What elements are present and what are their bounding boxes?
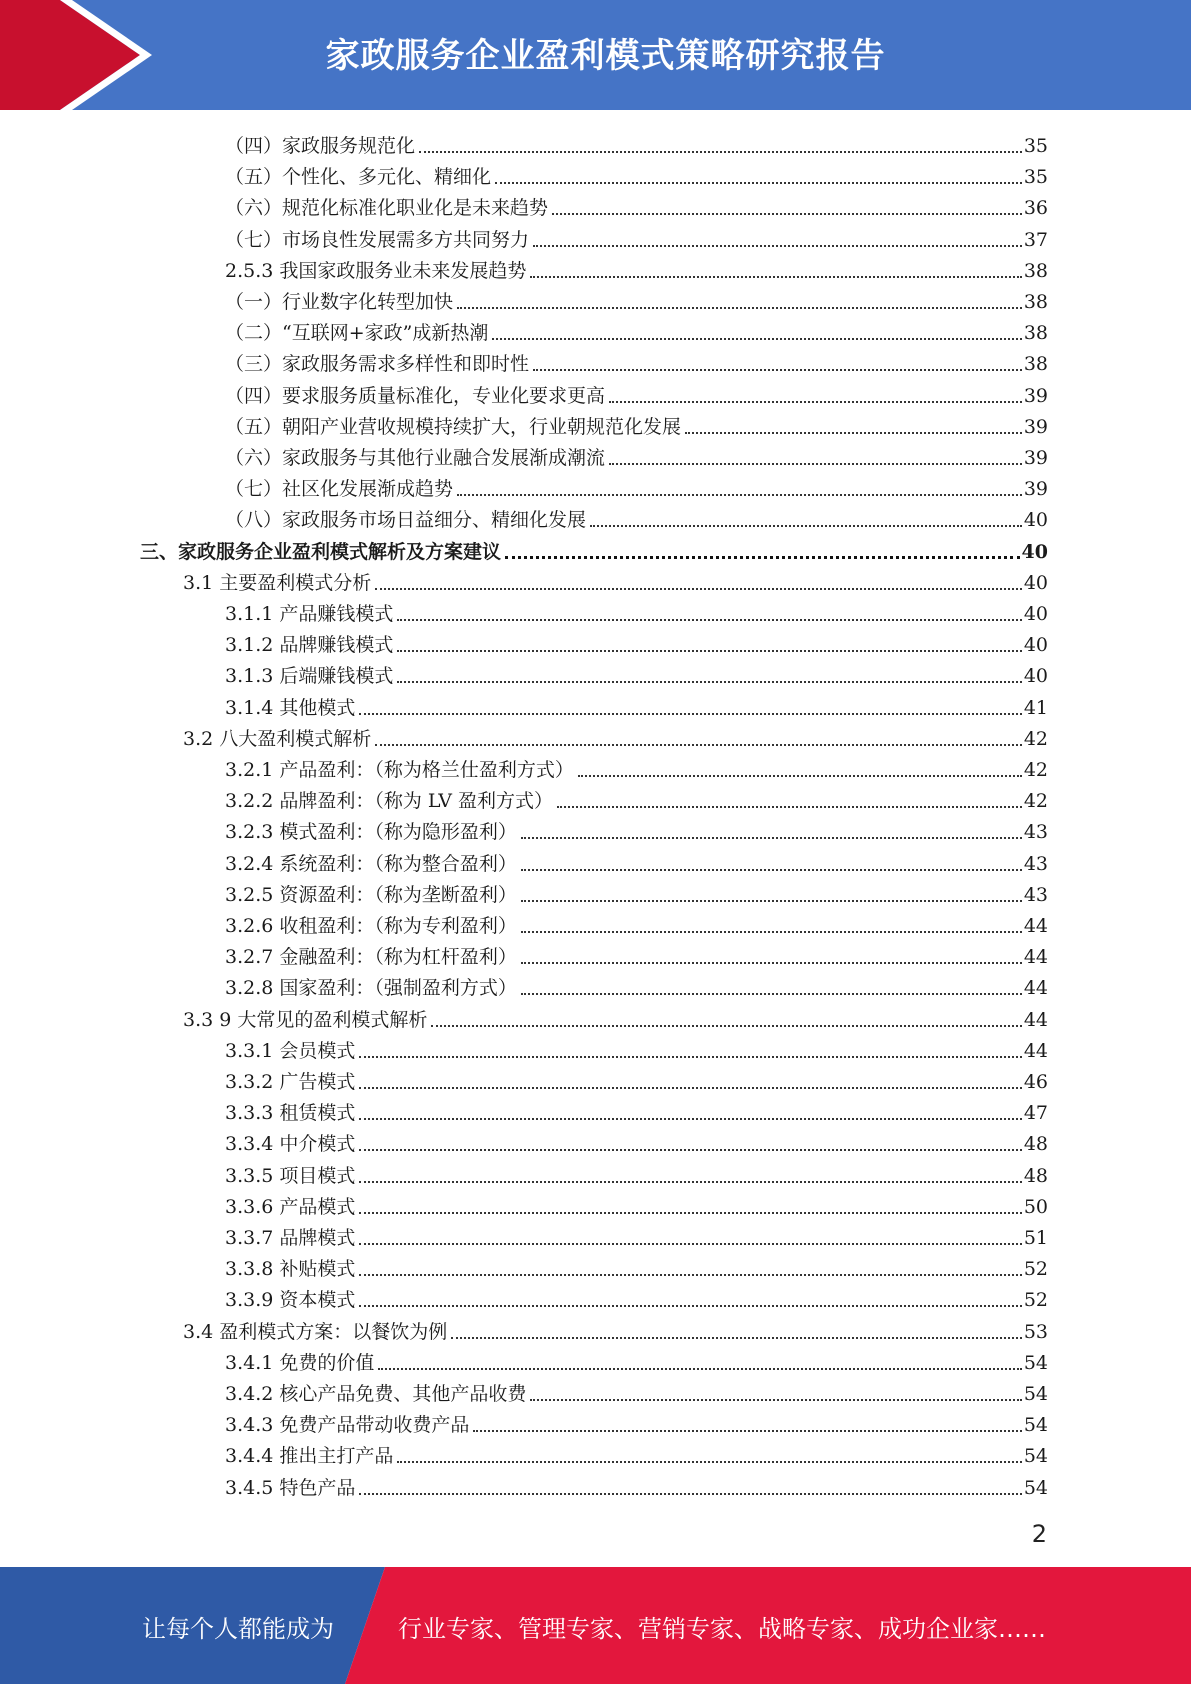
toc-entry-page: 54 xyxy=(1023,1414,1048,1437)
toc-entry-title: （七）市场良性发展需多方共同努力 xyxy=(225,228,530,251)
toc-dot-leader xyxy=(521,900,1022,902)
toc-entry[interactable] xyxy=(225,1094,1048,1125)
toc-entry-title: 3.2.8 国家盈利：（强制盈利方式） xyxy=(225,977,517,1000)
toc-entry-page: 38 xyxy=(1023,259,1048,282)
toc-entry-page: 44 xyxy=(1023,1008,1048,1031)
toc-entry[interactable] xyxy=(225,189,1048,220)
toc-dot-leader xyxy=(578,775,1022,777)
toc-entry-title: 3.4.4 推出主打产品 xyxy=(225,1445,394,1468)
toc-entry-title: 3.3.5 项目模式 xyxy=(225,1164,356,1187)
toc-entry-page: 35 xyxy=(1023,166,1048,189)
toc-dot-leader xyxy=(375,588,1022,590)
toc-entry-title: 3.3.6 产品模式 xyxy=(225,1195,356,1218)
toc-entry-page: 41 xyxy=(1023,696,1048,719)
toc-entry-title: 3.2 八大盈利模式解析 xyxy=(183,727,372,750)
toc-entry[interactable] xyxy=(225,1250,1048,1281)
toc-entry[interactable] xyxy=(183,564,1048,595)
toc-entry-title: 三、家政服务企业盈利模式解析及方案建议 xyxy=(140,540,502,563)
toc-entry-page: 43 xyxy=(1023,821,1048,844)
toc-entry[interactable] xyxy=(225,626,1048,657)
toc-dot-leader xyxy=(359,1056,1021,1058)
toc-entry-page: 39 xyxy=(1023,384,1048,407)
toc-entry-title: 3.3.3 租赁模式 xyxy=(225,1102,356,1125)
toc-entry-title: 3.4.2 核心产品免费、其他产品收费 xyxy=(225,1383,527,1405)
toc-entry[interactable] xyxy=(225,283,1048,314)
toc-entry[interactable] xyxy=(225,1437,1048,1468)
toc-entry-page: 44 xyxy=(1023,915,1048,937)
toc-entry-page: 48 xyxy=(1023,1133,1048,1156)
toc-dot-leader xyxy=(431,1025,1021,1027)
toc-entry-title: 2.5.3 我国家政服务业未来发展趋势 xyxy=(225,259,527,282)
toc-dot-leader xyxy=(557,806,1022,808)
toc-entry-title: 3.2.6 收租盈利：（称为专利盈利） xyxy=(225,915,517,937)
toc-entry-page: 54 xyxy=(1023,1351,1048,1374)
toc-dot-leader xyxy=(533,369,1022,371)
toc-entry-page: 54 xyxy=(1023,1383,1048,1405)
toc-entry-title: 3.2.1 产品盈利：（称为格兰仕盈利方式） xyxy=(225,759,574,781)
toc-entry[interactable] xyxy=(225,439,1048,470)
toc-entry[interactable] xyxy=(225,1032,1048,1063)
toc-dot-leader xyxy=(505,556,1020,559)
toc-entry[interactable] xyxy=(225,1125,1048,1156)
toc-dot-leader xyxy=(552,213,1022,215)
toc-entry[interactable] xyxy=(225,876,1048,907)
page-header xyxy=(0,0,1191,110)
toc-entry-title: 3.3 9 大常见的盈利模式解析 xyxy=(183,1008,428,1031)
toc-entry-page: 36 xyxy=(1023,197,1048,220)
toc-dot-leader xyxy=(457,494,1022,496)
toc-dot-leader xyxy=(473,1430,1021,1432)
toc-entry[interactable] xyxy=(225,158,1048,189)
toc-dot-leader xyxy=(521,931,1022,933)
toc-entry[interactable] xyxy=(225,1344,1048,1375)
document-title: 家政服务企业盈利模式策略研究报告 xyxy=(325,36,886,76)
toc-entry-page: 35 xyxy=(1023,135,1048,157)
toc-entry[interactable] xyxy=(225,782,1048,813)
toc-dot-leader xyxy=(609,463,1022,465)
toc-entry-title: 3.1 主要盈利模式分析 xyxy=(183,571,372,594)
toc-entry-title: 3.2.2 品牌盈利：（称为 LV 盈利方式） xyxy=(225,790,554,813)
toc-dot-leader xyxy=(521,837,1022,839)
toc-entry[interactable] xyxy=(225,751,1048,782)
toc-entry-page: 54 xyxy=(1023,1445,1048,1468)
toc-entry[interactable] xyxy=(225,1406,1048,1437)
toc-entry-title: 3.3.1 会员模式 xyxy=(225,1039,356,1062)
toc-entry[interactable] xyxy=(183,1001,1048,1032)
toc-entry-title: （六）规范化标准化职业化是未来趋势 xyxy=(225,197,549,220)
toc-entry-title: （五）个性化、多元化、精细化 xyxy=(225,166,492,189)
toc-dot-leader xyxy=(457,307,1022,309)
toc-entry-title: 3.4 盈利模式方案：以餐饮为例 xyxy=(183,1320,448,1343)
toc-entry[interactable] xyxy=(225,408,1048,439)
toc-entry[interactable] xyxy=(225,127,1048,158)
toc-dot-leader xyxy=(397,681,1021,683)
toc-dot-leader xyxy=(451,1337,1022,1339)
toc-entry[interactable] xyxy=(225,1281,1048,1312)
toc-dot-leader xyxy=(359,1181,1021,1183)
toc-entry-title: （四）家政服务规范化 xyxy=(225,135,416,157)
toc-dot-leader xyxy=(590,525,1022,527)
toc-entry-page: 38 xyxy=(1023,291,1048,313)
page-footer xyxy=(0,1567,1191,1684)
toc-entry[interactable] xyxy=(225,595,1048,626)
toc-dot-leader xyxy=(397,619,1021,621)
toc-dot-leader xyxy=(359,1274,1021,1276)
footer-slogan-left: 让每个人都能成为 xyxy=(142,1615,334,1643)
toc-entry-page: 39 xyxy=(1023,478,1048,501)
toc-entry-page: 43 xyxy=(1023,883,1048,906)
toc-entry-page: 51 xyxy=(1023,1227,1048,1249)
toc-entry-page: 40 xyxy=(1021,540,1048,563)
toc-entry-page: 38 xyxy=(1023,353,1048,376)
toc-entry-page: 40 xyxy=(1023,571,1048,594)
toc-entry-page: 53 xyxy=(1023,1320,1048,1343)
toc-entry[interactable] xyxy=(225,689,1048,720)
toc-entry-title: 3.2.3 模式盈利：（称为隐形盈利） xyxy=(225,821,517,844)
toc-entry-page: 40 xyxy=(1023,665,1048,688)
toc-entry[interactable] xyxy=(225,470,1048,501)
toc-dot-leader xyxy=(359,1243,1021,1245)
toc-entry-title: （六）家政服务与其他行业融合发展渐成潮流 xyxy=(225,447,606,469)
toc-entry-title: 3.1.4 其他模式 xyxy=(225,696,356,719)
toc-entry-title: 3.1.3 后端赚钱模式 xyxy=(225,665,394,688)
toc-dot-leader xyxy=(495,182,1022,184)
toc-entry[interactable] xyxy=(225,314,1048,345)
toc-entry[interactable] xyxy=(225,501,1048,532)
toc-entry-title: 3.2.4 系统盈利：（称为整合盈利） xyxy=(225,852,517,875)
toc-entry-page: 39 xyxy=(1023,447,1048,469)
toc-dot-leader xyxy=(397,650,1021,652)
toc-entry-title: 3.3.8 补贴模式 xyxy=(225,1258,356,1281)
toc-entry-title: 3.3.4 中介模式 xyxy=(225,1133,356,1156)
toc-dot-leader xyxy=(378,1368,1021,1370)
toc-entry[interactable] xyxy=(225,221,1048,252)
toc-entry[interactable] xyxy=(225,938,1048,969)
toc-dot-leader xyxy=(359,713,1021,715)
toc-entry-page: 40 xyxy=(1023,603,1048,625)
toc-entry-title: 3.4.5 特色产品 xyxy=(225,1476,356,1499)
toc-entry-title: 3.3.7 品牌模式 xyxy=(225,1227,356,1249)
toc-entry-page: 44 xyxy=(1023,977,1048,1000)
toc-entry[interactable] xyxy=(140,533,1048,564)
toc-entry-page: 42 xyxy=(1023,759,1048,781)
toc-dot-leader xyxy=(530,276,1021,278)
toc-entry[interactable] xyxy=(225,969,1048,1000)
toc-entry-page: 40 xyxy=(1023,509,1048,532)
toc-dot-leader xyxy=(521,962,1022,964)
toc-entry-title: 3.1.1 产品赚钱模式 xyxy=(225,603,394,625)
toc-entry-page: 43 xyxy=(1023,852,1048,875)
toc-entry[interactable] xyxy=(225,1219,1048,1250)
toc-dot-leader xyxy=(530,1399,1021,1401)
toc-dot-leader xyxy=(359,1305,1021,1307)
toc-entry[interactable] xyxy=(183,1313,1048,1344)
toc-entry-page: 42 xyxy=(1023,727,1048,750)
footer-slogan-right: 行业专家、管理专家、营销专家、战略专家、成功企业家…… xyxy=(398,1615,1046,1643)
toc-dot-leader xyxy=(533,245,1022,247)
toc-entry[interactable] xyxy=(225,1375,1048,1406)
toc-entry-title: （二）“互联网+家政”成新热潮 xyxy=(225,322,489,345)
toc-entry[interactable] xyxy=(225,813,1048,844)
toc-entry-page: 54 xyxy=(1023,1476,1048,1499)
toc-entry-page: 44 xyxy=(1023,946,1048,969)
toc-entry[interactable] xyxy=(225,1157,1048,1188)
toc-entry[interactable] xyxy=(225,252,1048,283)
toc-dot-leader xyxy=(609,401,1022,403)
toc-entry-title: （八）家政服务市场日益细分、精细化发展 xyxy=(225,509,587,532)
toc-entry[interactable] xyxy=(225,345,1048,376)
toc-entry-page: 48 xyxy=(1023,1164,1048,1187)
toc-entry-page: 42 xyxy=(1023,790,1048,813)
toc-entry-page: 52 xyxy=(1023,1258,1048,1281)
toc-entry[interactable] xyxy=(225,907,1048,938)
toc-entry[interactable] xyxy=(225,377,1048,408)
page-number: 2 xyxy=(1031,1520,1047,1548)
toc-dot-leader xyxy=(375,744,1022,746)
toc-entry-title: 3.4.3 免费产品带动收费产品 xyxy=(225,1414,470,1437)
toc-entry-title: （四）要求服务质量标准化，专业化要求更高 xyxy=(225,384,606,407)
toc-dot-leader xyxy=(521,869,1022,871)
toc-dot-leader xyxy=(359,1118,1021,1120)
toc-entry[interactable] xyxy=(183,720,1048,751)
toc-entry-page: 46 xyxy=(1023,1071,1048,1093)
toc-entry-page: 44 xyxy=(1023,1039,1048,1062)
toc-entry-title: （五）朝阳产业营收规模持续扩大，行业朝规范化发展 xyxy=(225,415,682,438)
header-arrow-icon xyxy=(0,0,160,110)
toc-entry[interactable] xyxy=(225,1063,1048,1094)
toc-dot-leader xyxy=(419,151,1022,153)
toc-dot-leader xyxy=(397,1461,1021,1463)
toc-entry-page: 37 xyxy=(1023,228,1048,251)
toc-entry-title: 3.2.5 资源盈利：（称为垄断盈利） xyxy=(225,883,517,906)
toc-entry[interactable] xyxy=(225,1469,1048,1500)
toc-entry-page: 40 xyxy=(1023,634,1048,657)
toc-dot-leader xyxy=(521,993,1022,995)
toc-entry-title: （一）行业数字化转型加快 xyxy=(225,291,454,313)
toc-entry-page: 52 xyxy=(1023,1289,1048,1312)
toc-entry-page: 50 xyxy=(1023,1195,1048,1218)
toc-entry[interactable] xyxy=(225,1188,1048,1219)
toc-entry-title: 3.2.7 金融盈利：（称为杠杆盈利） xyxy=(225,946,517,969)
toc-entry-title: （七）社区化发展渐成趋势 xyxy=(225,478,454,501)
toc-dot-leader xyxy=(492,338,1021,340)
toc-entry[interactable] xyxy=(225,845,1048,876)
toc-entry-title: 3.3.9 资本模式 xyxy=(225,1289,356,1312)
toc-dot-leader xyxy=(359,1087,1021,1089)
toc-entry-title: 3.1.2 品牌赚钱模式 xyxy=(225,634,394,657)
toc-entry-page: 39 xyxy=(1023,415,1048,438)
toc-entry-page: 38 xyxy=(1023,322,1048,345)
toc-entry-title: 3.4.1 免费的价值 xyxy=(225,1351,375,1374)
toc-dot-leader xyxy=(359,1212,1021,1214)
toc-dot-leader xyxy=(685,432,1022,434)
toc-entry[interactable] xyxy=(225,657,1048,688)
toc-dot-leader xyxy=(359,1493,1021,1495)
toc-entry-title: （三）家政服务需求多样性和即时性 xyxy=(225,353,530,376)
toc-dot-leader xyxy=(359,1149,1021,1151)
toc-entry-page: 47 xyxy=(1023,1102,1048,1125)
toc-entry-title: 3.3.2 广告模式 xyxy=(225,1071,356,1093)
